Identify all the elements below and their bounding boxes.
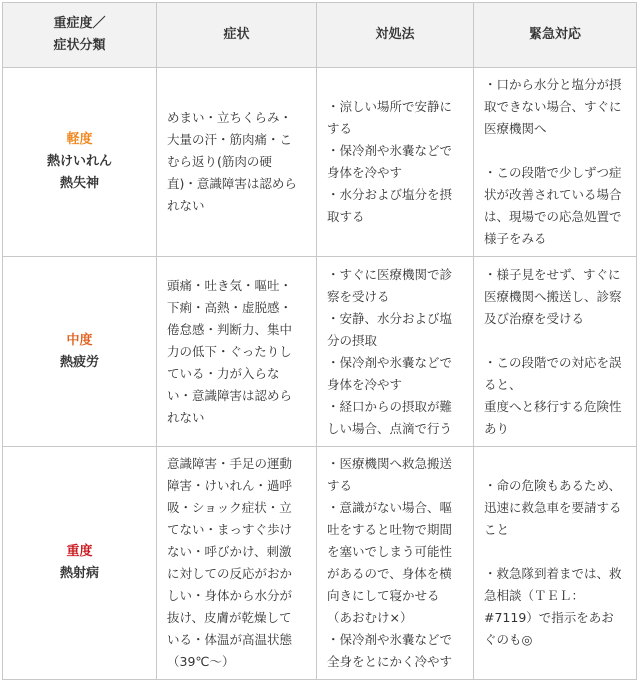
- severity-kind: 熱疲労: [59, 354, 99, 370]
- severity-level: 中度: [66, 332, 93, 348]
- header-emergency: 緊急対応: [474, 3, 637, 68]
- symptoms-cell: めまい・立ちくらみ・ 大量の汗・筋肉痛・こ むら返り(筋肉の硬 直)・意識障害は認めら れない: [157, 68, 317, 257]
- treatment-cell: ・涼しい場所で安静に する ・保冷剤や氷嚢などで 身体を冷やす ・水分および塩分を摂 取する: [317, 68, 474, 257]
- severity-cell: [3, 257, 157, 447]
- heatstroke-table: [2, 2, 637, 680]
- symptoms-cell: 頭痛・吐き気・嘔吐・ 下痢・高熱・虚脱感・ 倦怠感・判断力、集中 力の低下・ぐったりし ている・力が入らな い・意識障害は認めら れない: [157, 257, 317, 447]
- severity-cell: [3, 447, 157, 680]
- header-severity: 重症度／ 症状分類: [3, 3, 157, 68]
- severity-cell: [3, 68, 157, 257]
- severity-level: 重度: [66, 544, 93, 559]
- emergency-cell: [474, 447, 637, 680]
- emergency-note-1: ・口から水分と塩分が摂 取できない場合、すぐに 医療機関へ: [484, 77, 622, 136]
- emergency-note-1: ・様子見をせず、すぐに 医療機関へ搬送し、診察 及び治療を受ける: [484, 266, 622, 326]
- severity-kind: 熱射病: [59, 566, 99, 581]
- treatment-cell: ・すぐに医療機関で診 察を受ける ・安静、水分および塩 分の摂取 ・保冷剤や氷嚢などで 身体を冷やす ・経口からの摂取が難 しい場合、点滴で行う: [317, 257, 474, 447]
- emergency-note-2: ・この段階で少しずつ症 状が改善されている場合 は、現場での応急処置で 様子をみる: [484, 165, 622, 246]
- header-symptoms: 症状: [157, 3, 317, 68]
- severity-level: 軽度: [66, 132, 93, 147]
- severity-kind: 熱けいれん 熱失神: [46, 154, 112, 191]
- table-row: [3, 68, 637, 257]
- emergency-note-2: ・この段階での対応を誤 ると、 重度へと移行する危険性 あり: [484, 354, 622, 436]
- header-treatment: 対処法: [317, 3, 474, 68]
- treatment-cell: ・医療機関へ救急搬送 する ・意識がない場合、嘔 吐をすると吐物で期間 を塞いでしまう可能性 があるので、身体を横 向きにして寝かせる （あおむけ×） ・保冷剤や氷嚢などで 全身をとにかく冷やす: [317, 447, 474, 680]
- symptoms-cell: 意識障害・手足の運動 障害・けいれん・過呼 吸・ショック症状・立 てない・まっすぐ歩け ない・呼びかけ、刺激 に対しての反応がおか しい・身体から水分が 抜け、皮膚が乾燥して いる・体温が高温状態 （39℃〜）: [157, 447, 317, 680]
- emergency-cell: [474, 257, 637, 447]
- emergency-note-2: ・救急隊到着までは、救 急相談（ＴＥＬ： #7119）で指示をあお ぐのも◎: [484, 566, 622, 647]
- header-row: [3, 3, 637, 68]
- table-row: [3, 447, 637, 680]
- emergency-note-1: ・命の危険もあるため、 迅速に救急車を要請する こと: [484, 478, 622, 537]
- emergency-cell: [474, 68, 637, 257]
- table-row: [3, 257, 637, 447]
